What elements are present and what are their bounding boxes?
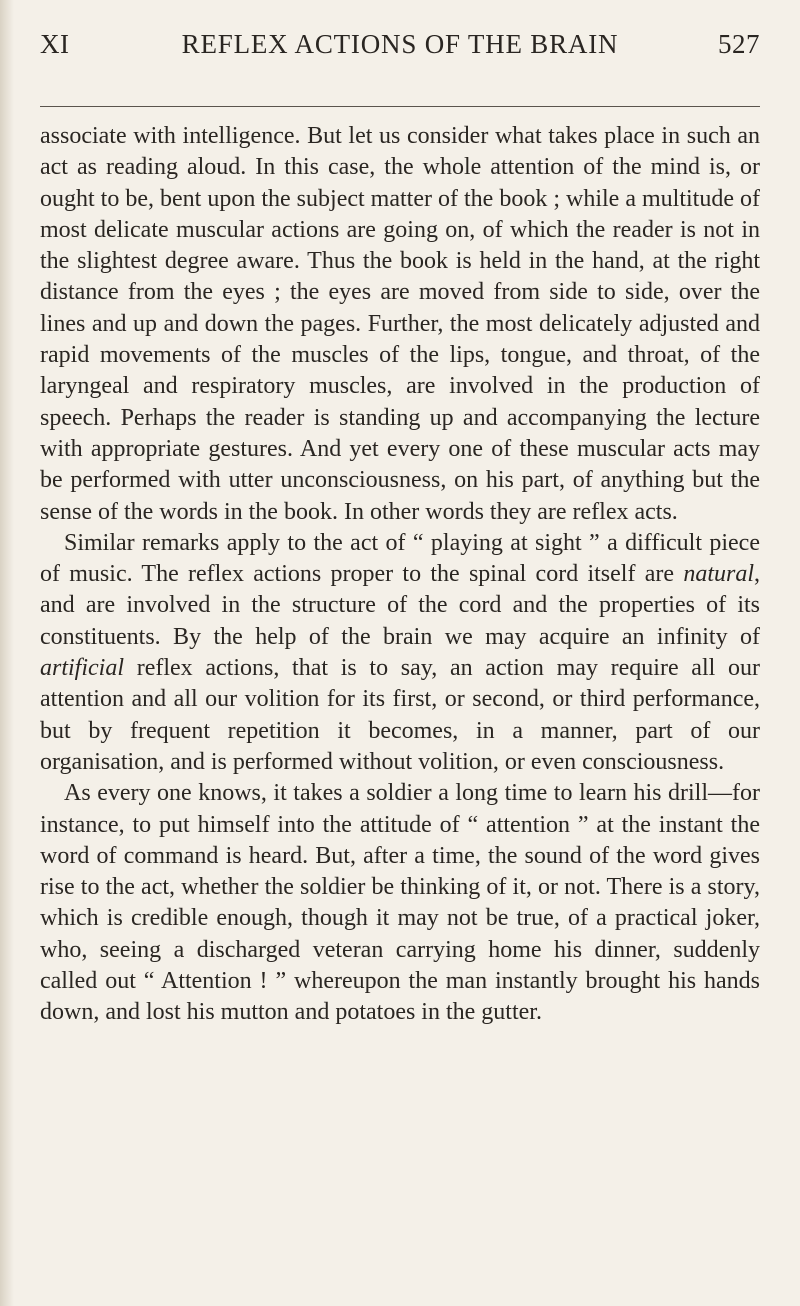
chapter-number: XI <box>40 29 70 59</box>
body-text <box>40 121 760 1029</box>
text-run: , and are involved in the structure of the cord and the properties of its constituents. By the help of the brain we may acquire an infinity of <box>40 561 760 650</box>
italic-text: artificial <box>40 655 124 682</box>
text-run: Similar remarks apply to the act of “ playing at sight ” a difficult piece of music. The reflex actions proper to the spinal cord itself are <box>40 529 760 588</box>
paragraph <box>40 778 760 1028</box>
running-head <box>40 22 760 66</box>
text-run: As every one knows, it takes a soldier a long time to learn his drill—for instance, to put himself into the attitude of “ attention ” at the instant the word of command is heard. But, after a time, the sound of the word gives rise to the act, whether the soldier be thinking of it, or not. There is a story, which is credible enough, though it may not be true, of a practical joker, who, seeing a discharged veteran carrying home his dinner, suddenly called out “ Attention ! ” whereupon the man instantly brought his hands down, and lost his mutton and potatoes in the gutter. <box>40 780 760 1026</box>
paragraph <box>40 528 760 778</box>
italic-text: natural <box>683 561 754 588</box>
text-run: reflex actions, that is to say, an action may require all our attention and all our volition for its first, or second, or third performance, but by frequent repetition it becomes, in a manner, part of our organisation, and is performed without volition, or even consciousness. <box>40 655 760 775</box>
page-number: 527 <box>718 29 760 59</box>
paragraph <box>40 121 760 528</box>
header-rule <box>40 106 760 107</box>
text-run: associate with intelligence. But let us consider what takes place in such an act as reading aloud. In this case, the whole attention of the mind is, or ought to be, bent upon the subject matter of the book ; while a multitude of most delicate muscular actions are going on, of which the reader is not in the slightest degree aware. Thus the book is held in the hand, at the right distance from the eyes ; the eyes are moved from side to side, over the lines and up and down the pages. Further, the most delicately adjusted and rapid movements of the muscles of the lips, tongue, and throat, of the laryngeal and respiratory muscles, are involved in the production of speech. Perhaps the reader is standing up and accompanying the lecture with appropriate gestures. And yet every one of these muscular acts may be performed with utter unconsciousness, on his part, of anything but the sense of the words in the book. In other words they are reflex acts. <box>40 123 760 525</box>
running-title: REFLEX ACTIONS OF THE BRAIN <box>181 29 619 59</box>
